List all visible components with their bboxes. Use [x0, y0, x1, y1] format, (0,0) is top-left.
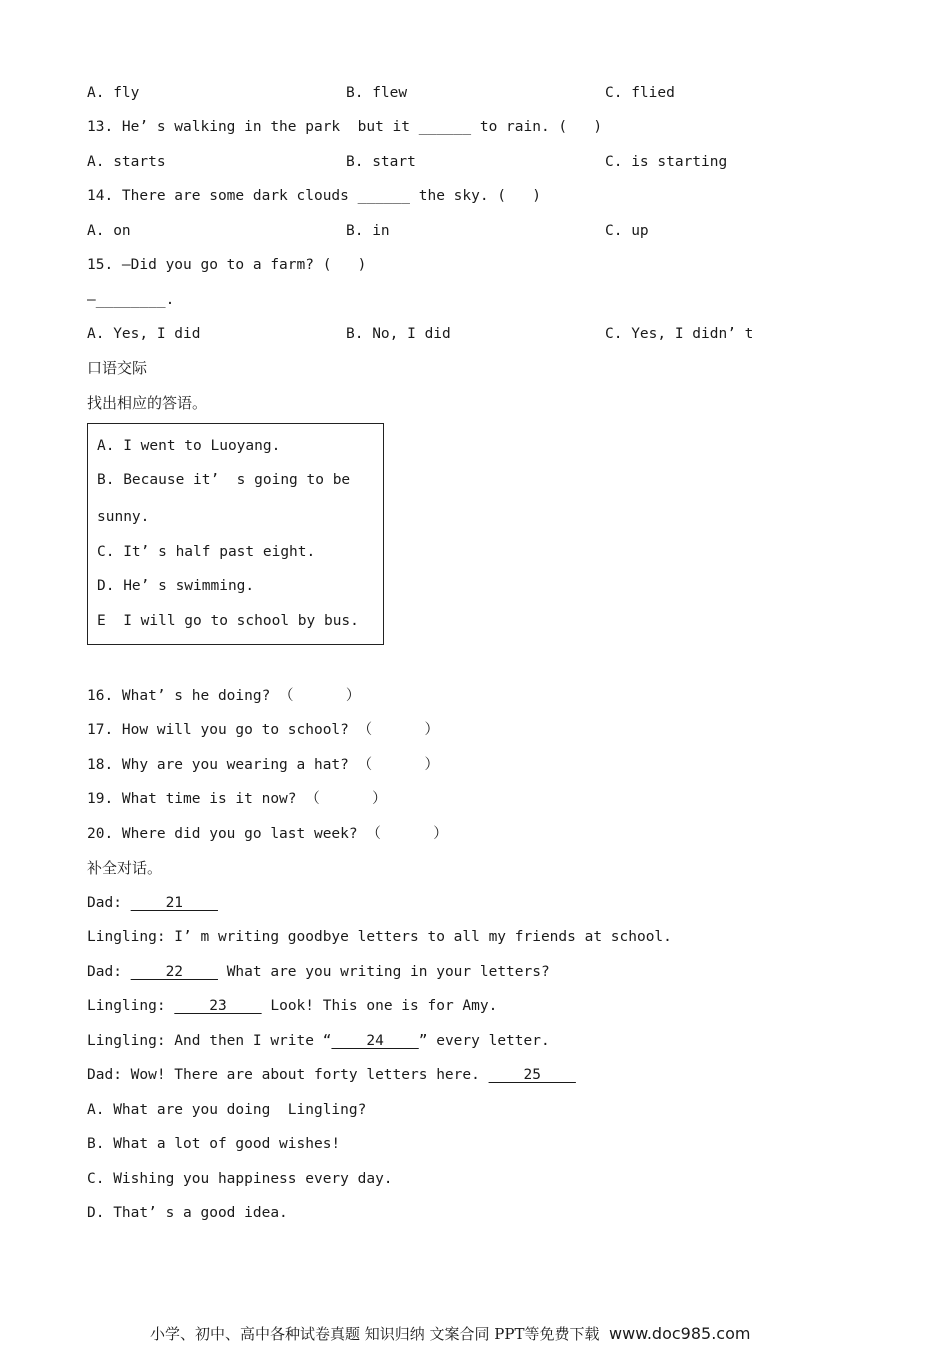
blank-22: 22 — [130, 964, 218, 980]
blank-23: 23 — [174, 998, 262, 1014]
dialogue-line-4: Lingling: 23 Look! This one is for Amy. — [87, 998, 498, 1014]
dialogue-line-6: Dad: Wow! There are about forty letters here. 25 — [87, 1067, 576, 1083]
q15-option-c: C. Yes, I didn’ t — [605, 326, 754, 342]
dialogue-line-2: Lingling: I’ m writing goodbye letters to all my friends at school. — [87, 929, 672, 945]
box-option-c: C. It’ s half past eight. — [97, 544, 316, 560]
box-option-b: B. Because it’ s going to be — [97, 472, 351, 488]
q14-option-a: A. on — [87, 223, 131, 239]
page-footer: 小学、初中、高中各种试卷真题 知识归纳 文案合同 PPT等免费下载 www.doc985.com — [150, 1324, 751, 1343]
q15-answer-line: —________. — [87, 292, 175, 308]
match-question-17: 17. How will you go to school? （ ） — [87, 722, 440, 738]
q15-text: 15. —Did you go to a farm? ( ) — [87, 257, 367, 273]
box-option-e: E I will go to school by bus. — [97, 613, 359, 629]
q14-option-c: C. up — [605, 223, 649, 239]
box-option-a: A. I went to Luoyang. — [97, 438, 281, 454]
answer-options-box — [87, 423, 384, 645]
blank-25: 25 — [488, 1067, 576, 1083]
dialogue-option-b: B. What a lot of good wishes! — [87, 1136, 341, 1152]
q14-option-b: B. in — [346, 223, 390, 239]
match-question-18: 18. Why are you wearing a hat? （ ） — [87, 757, 440, 773]
dialogue-option-d: D. That’ s a good idea. — [87, 1205, 288, 1221]
section-heading-dialogue: 补全对话。 — [87, 859, 163, 877]
q13-option-b: B. start — [346, 154, 416, 170]
q13-option-c: C. is starting — [605, 154, 728, 170]
q15-option-a: A. Yes, I did — [87, 326, 201, 342]
section-heading-match: 找出相应的答语。 — [87, 394, 208, 412]
dialogue-line-3: Dad: 22 What are you writing in your letters? — [87, 964, 550, 980]
dialogue-line-1: Dad: 21 — [87, 895, 218, 911]
blank-24: 24 — [331, 1033, 419, 1049]
blank-21: 21 — [130, 895, 218, 911]
match-question-16: 16. What’ s he doing? （ ） — [87, 688, 361, 704]
box-option-d: D. He’ s swimming. — [97, 578, 255, 594]
dialogue-line-5: Lingling: And then I write “ 24 ” every letter. — [87, 1033, 550, 1049]
section-heading-oral: 口语交际 — [87, 359, 148, 377]
q15-option-b: B. No, I did — [346, 326, 451, 342]
box-option-b-cont: sunny. — [97, 509, 150, 525]
dialogue-option-c: C. Wishing you happiness every day. — [87, 1171, 393, 1187]
q14-text: 14. There are some dark clouds ______ the sky. ( ) — [87, 188, 541, 204]
q12-option-a: A. fly — [87, 85, 140, 101]
q12-option-b: B. flew — [346, 85, 408, 101]
q13-text: 13. He’ s walking in the park but it ______ to rain. ( ) — [87, 119, 603, 135]
match-question-20: 20. Where did you go last week? （ ） — [87, 826, 448, 842]
dialogue-option-a: A. What are you doing Lingling? — [87, 1102, 367, 1118]
q13-option-a: A. starts — [87, 154, 166, 170]
q12-option-c: C. flied — [605, 85, 675, 101]
footer-url[interactable]: www.doc985.com — [609, 1324, 751, 1343]
match-question-19: 19. What time is it now? （ ） — [87, 791, 387, 807]
